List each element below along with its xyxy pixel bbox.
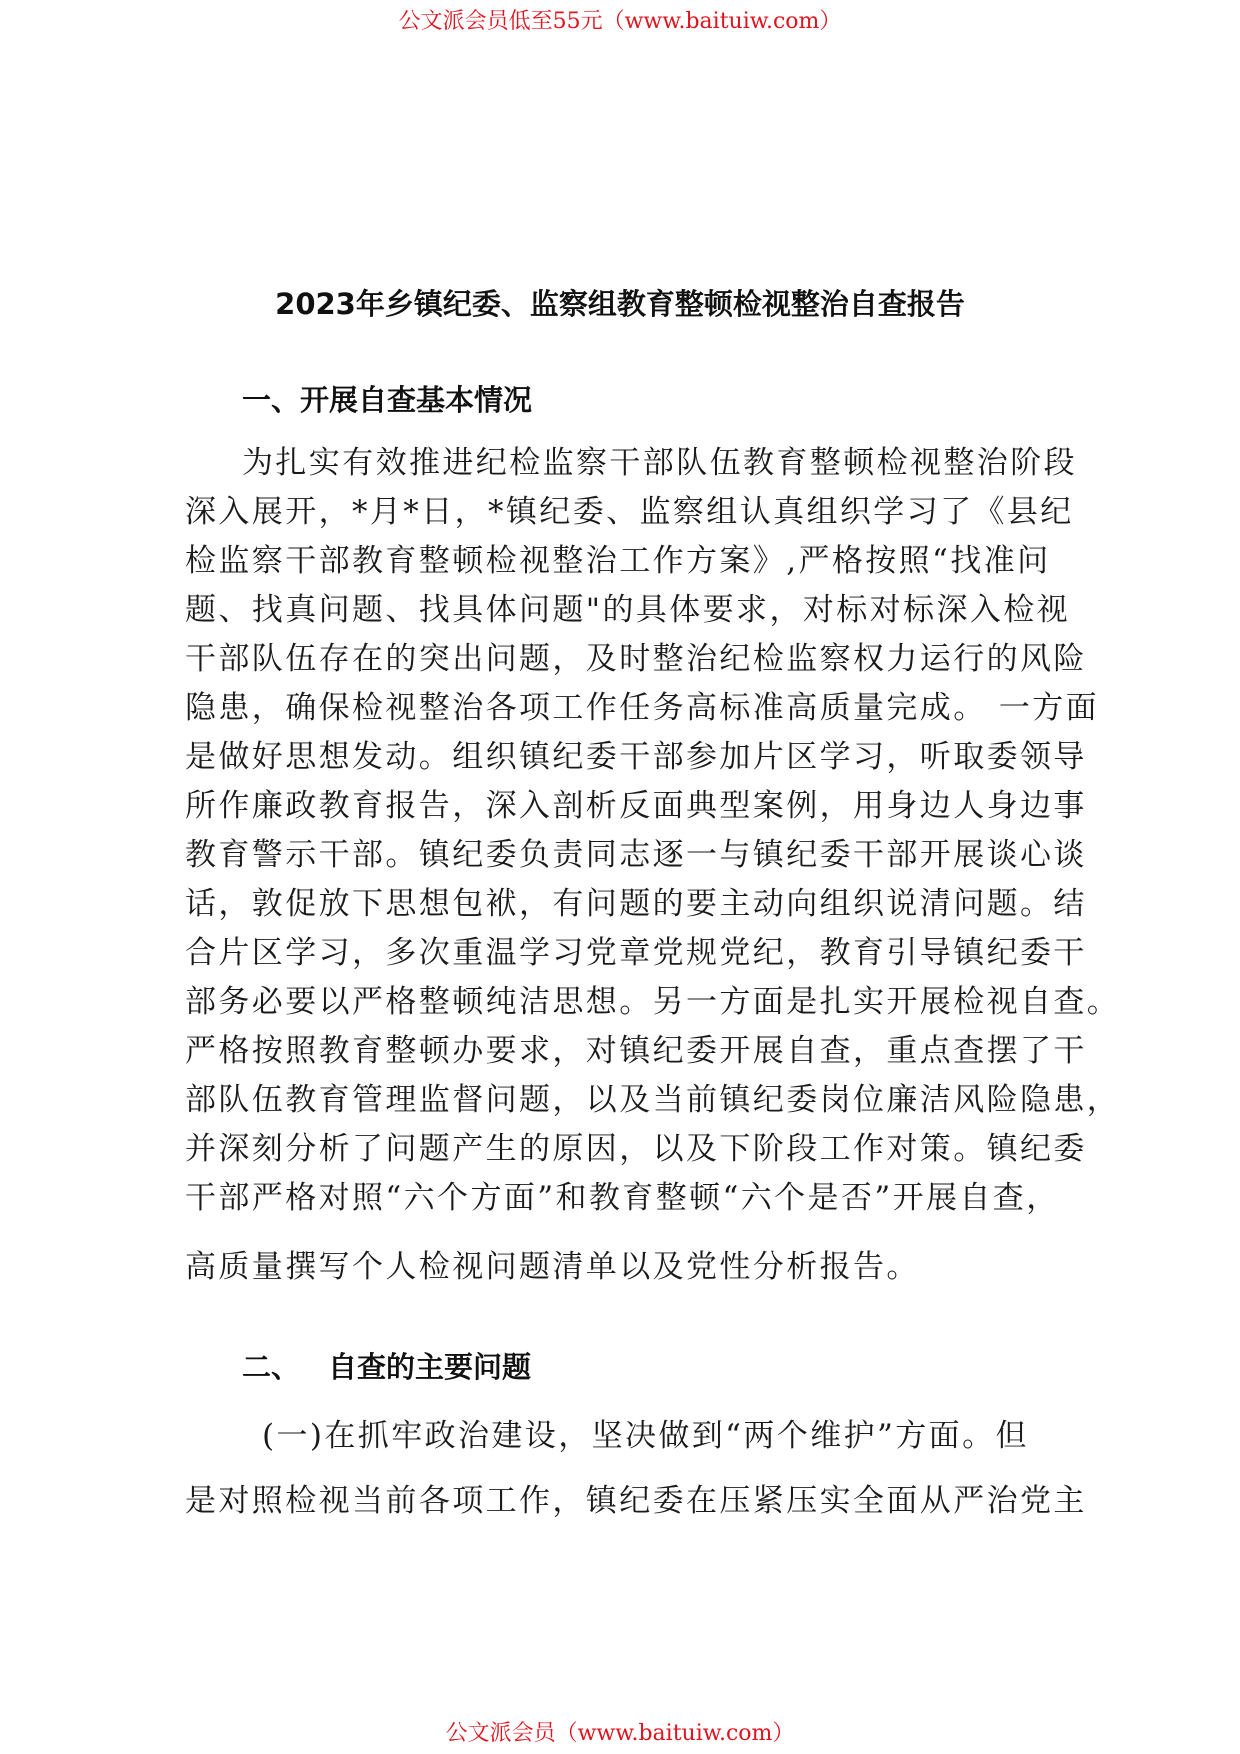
section-2-heading-text: 自查的主要问题 xyxy=(328,1350,532,1384)
paragraph-line: 是做好思想发动。组织镇纪委干部参加片区学习，听取委领导 xyxy=(185,739,1087,775)
section-2-heading xyxy=(242,1345,531,1386)
paragraph-line: 所作廉政教育报告，深入剖析反面典型案例，用身边人身边事 xyxy=(185,788,1087,824)
paragraph-line: 干部队伍存在的突出问题，及时整治纪检监察权力运行的风险 xyxy=(185,641,1087,677)
header-watermark: 公文派会员低至55元（www.baituiw.com） xyxy=(398,9,842,34)
paragraph-line: 合片区学习，多次重温学习党章党规党纪，教育引导镇纪委干 xyxy=(185,935,1087,971)
paragraph-line: 并深刻分析了问题产生的原因，以及下阶段工作对策。镇纪委 xyxy=(185,1131,1087,1167)
paragraph-line: 题、找真问题、找具体问题"的具体要求，对标对标深入检视 xyxy=(185,592,1071,628)
paragraph-line: 部务必要以严格整顿纯洁思想。另一方面是扎实开展检视自查。 xyxy=(185,984,1121,1020)
paragraph-line: 部队伍教育管理监督问题，以及当前镇纪委岗位廉洁风险隐患， xyxy=(185,1082,1121,1118)
paragraph-line: 检监察干部教育整顿检视整治工作方案》,严格按照“找准问 xyxy=(185,543,1051,579)
paragraph-line: 为扎实有效推进纪检监察干部队伍教育整顿检视整治阶段 xyxy=(242,445,1077,481)
paragraph-line: 教育警示干部。镇纪委负责同志逐一与镇纪委干部开展谈心谈 xyxy=(185,837,1087,873)
paragraph-line: 干部严格对照“六个方面”和教育整顿“六个是否”开展自查， xyxy=(185,1180,1060,1216)
paragraph-line: 是对照检视当前各项工作，镇纪委在压紧压实全面从严治党主 xyxy=(185,1483,1087,1519)
paragraph-line: 隐患，确保检视整治各项工作任务高标准高质量完成。 一方面 xyxy=(185,690,1100,726)
section-2-heading-number: 二、 xyxy=(242,1350,301,1384)
footer-watermark: 公文派会员（www.baituiw.com） xyxy=(445,1721,795,1746)
paragraph-line: (一)在抓牢政治建设，坚决做到“两个维护”方面。但 xyxy=(262,1418,1029,1454)
paragraph-line: 严格按照教育整顿办要求，对镇纪委开展自查，重点查摆了干 xyxy=(185,1033,1087,1069)
paragraph-line: 深入展开，*月*日，*镇纪委、监察组认真组织学习了《县纪 xyxy=(185,494,1074,530)
paragraph-line: 话，敦促放下思想包袱，有问题的要主动向组织说清问题。结 xyxy=(185,886,1087,922)
paragraph-line: 高质量撰写个人检视问题清单以及党性分析报告。 xyxy=(185,1249,920,1285)
section-1-heading: 一、开展自查基本情况 xyxy=(242,383,533,417)
document-title: 2023年乡镇纪委、监察组教育整顿检视整治自查报告 xyxy=(275,287,965,321)
